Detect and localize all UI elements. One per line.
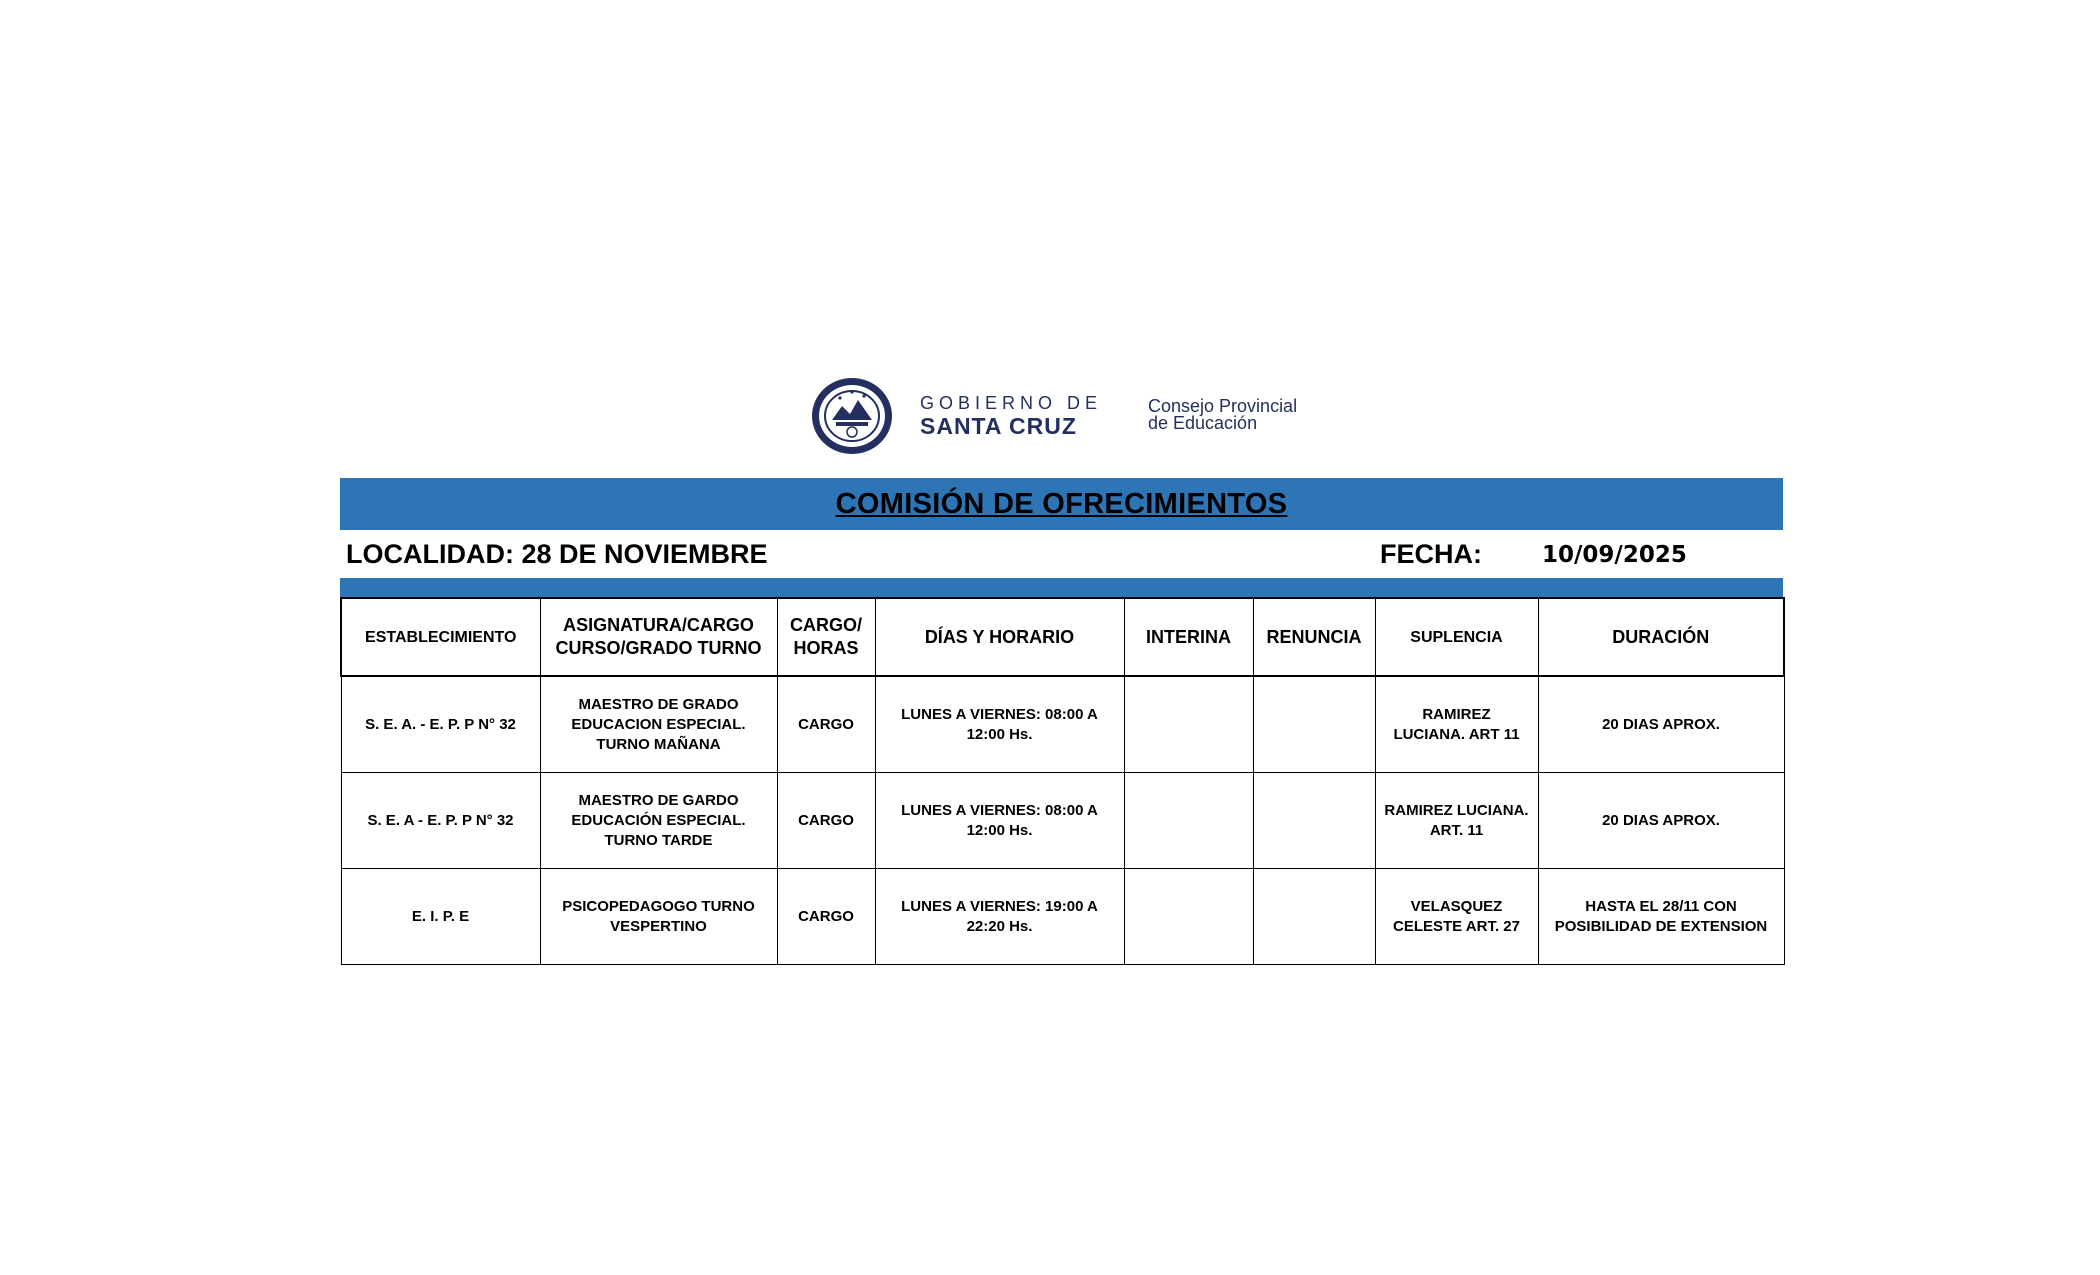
cell-asignatura bbox=[540, 773, 777, 869]
header-suplencia: SUPLENCIA bbox=[1375, 598, 1538, 676]
cell-asignatura bbox=[540, 869, 777, 965]
fecha-value: 10/09/2025 bbox=[1542, 542, 1687, 568]
cell-duracion-line-2: POSIBILIDAD DE EXTENSION bbox=[1554, 917, 1768, 935]
cell-renuncia bbox=[1253, 676, 1375, 773]
cell-asignatura bbox=[540, 676, 777, 773]
provincial-seal-logo bbox=[810, 376, 894, 456]
cell-suplencia-line-1: VELASQUEZ bbox=[1410, 897, 1503, 915]
cell-asignatura-line-2: VESPERTINO bbox=[610, 917, 707, 935]
institution-header bbox=[810, 376, 1350, 456]
council-line-2: de Educación bbox=[1148, 413, 1258, 433]
cell-duracion bbox=[1538, 676, 1784, 773]
cell-establecimiento: S. E. A. - E. P. P N° 32 bbox=[341, 676, 540, 773]
cell-dias-line-2: 22:20 Hs. bbox=[966, 917, 1033, 935]
title-band bbox=[340, 478, 1783, 530]
cell-cargo: CARGO bbox=[777, 869, 875, 965]
government-name bbox=[920, 394, 1102, 438]
cell-asignatura-line-1: MAESTRO DE GRADO bbox=[578, 695, 739, 713]
gov-line-2: SANTA CRUZ bbox=[920, 413, 1077, 439]
cell-asignatura-line-1: MAESTRO DE GARDO bbox=[578, 791, 739, 809]
cell-asignatura-line-2: EDUCACION ESPECIAL. bbox=[571, 715, 746, 733]
blue-divider-strip bbox=[340, 578, 1783, 597]
header-asignatura-line-1: ASIGNATURA/CARGO bbox=[563, 615, 754, 635]
info-row bbox=[340, 535, 1783, 575]
page-title: COMISIÓN DE OFRECIMIENTOS bbox=[835, 488, 1288, 520]
table-header-row bbox=[341, 598, 1784, 676]
cell-duracion-line-1: 20 DIAS APROX. bbox=[1602, 715, 1720, 733]
header-duracion: DURACIÓN bbox=[1538, 598, 1784, 676]
cell-duracion bbox=[1538, 869, 1784, 965]
table-row bbox=[341, 773, 1784, 869]
cell-duracion bbox=[1538, 773, 1784, 869]
cell-dias-line-1: LUNES A VIERNES: 08:00 A bbox=[901, 705, 1098, 723]
cell-suplencia bbox=[1375, 676, 1538, 773]
cell-establecimiento: S. E. A - E. P. P N° 32 bbox=[341, 773, 540, 869]
gov-line-1: GOBIERNO DE bbox=[920, 393, 1103, 413]
localidad-label: LOCALIDAD: 28 DE NOVIEMBRE bbox=[346, 539, 768, 569]
header-asignatura bbox=[540, 598, 777, 676]
cell-dias-line-2: 12:00 Hs. bbox=[966, 725, 1033, 743]
cell-dias-line-1: LUNES A VIERNES: 08:00 A bbox=[901, 801, 1098, 819]
header-dias-horario: DÍAS Y HORARIO bbox=[875, 598, 1124, 676]
cell-cargo: CARGO bbox=[777, 676, 875, 773]
table-row bbox=[341, 676, 1784, 773]
cell-interina bbox=[1124, 869, 1253, 965]
cell-suplencia-line-1: RAMIREZ bbox=[1422, 705, 1491, 723]
fecha-label: FECHA: bbox=[1380, 539, 1482, 569]
cell-asignatura-line-3: TURNO MAÑANA bbox=[596, 735, 721, 753]
header-cargo-line-1: CARGO/ bbox=[790, 615, 862, 635]
header-establecimiento: ESTABLECIMIENTO bbox=[341, 598, 540, 676]
cell-suplencia-line-1: RAMIREZ LUCIANA. bbox=[1384, 801, 1529, 819]
header-cargo-horas bbox=[777, 598, 875, 676]
cell-suplencia-line-2: CELESTE ART. 27 bbox=[1393, 917, 1520, 935]
cell-renuncia bbox=[1253, 773, 1375, 869]
cell-asignatura-line-2: EDUCACIÓN ESPECIAL. bbox=[571, 811, 746, 829]
cell-dias-line-2: 12:00 Hs. bbox=[966, 821, 1033, 839]
cell-duracion-line-1: 20 DIAS APROX. bbox=[1602, 811, 1720, 829]
cell-dias bbox=[875, 676, 1124, 773]
header-cargo-line-2: HORAS bbox=[793, 638, 859, 658]
cell-suplencia bbox=[1375, 869, 1538, 965]
table-row bbox=[341, 869, 1784, 965]
header-interina: INTERINA bbox=[1124, 598, 1253, 676]
cell-dias-line-1: LUNES A VIERNES: 19:00 A bbox=[901, 897, 1098, 915]
cell-interina bbox=[1124, 676, 1253, 773]
cell-interina bbox=[1124, 773, 1253, 869]
cell-dias bbox=[875, 773, 1124, 869]
council-line-1: Consejo Provincial bbox=[1148, 396, 1298, 416]
cell-renuncia bbox=[1253, 869, 1375, 965]
council-name bbox=[1148, 398, 1297, 432]
cell-suplencia bbox=[1375, 773, 1538, 869]
cell-establecimiento: E. I. P. E bbox=[341, 869, 540, 965]
cell-dias bbox=[875, 869, 1124, 965]
header-renuncia: RENUNCIA bbox=[1253, 598, 1375, 676]
cell-asignatura-line-1: PSICOPEDAGOGO TURNO bbox=[562, 897, 755, 915]
cell-asignatura-line-3: TURNO TARDE bbox=[604, 831, 713, 849]
cell-suplencia-line-2: ART. 11 bbox=[1429, 821, 1484, 839]
offers-table bbox=[340, 597, 1785, 965]
cell-duracion-line-1: HASTA EL 28/11 CON bbox=[1585, 897, 1737, 915]
header-asignatura-line-2: CURSO/GRADO TURNO bbox=[555, 638, 762, 658]
cell-cargo: CARGO bbox=[777, 773, 875, 869]
cell-suplencia-line-2: LUCIANA. ART 11 bbox=[1393, 725, 1520, 743]
